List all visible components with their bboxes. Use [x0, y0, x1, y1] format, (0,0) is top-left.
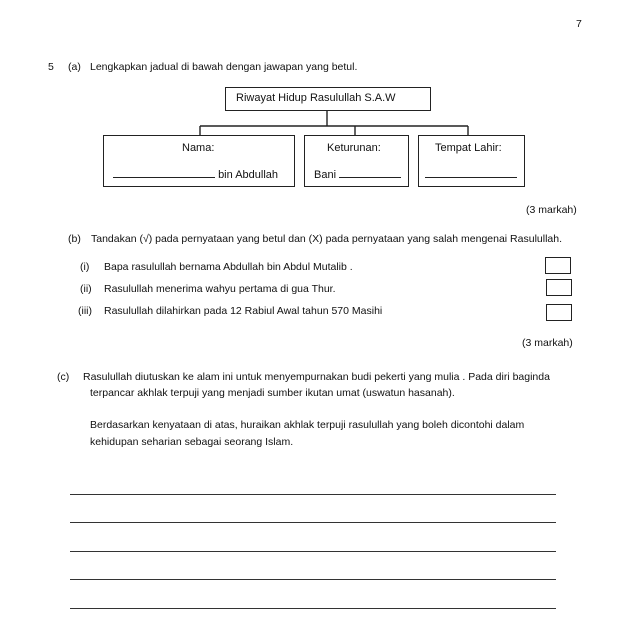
- statement-iii-text: Rasulullah dilahirkan pada 12 Rabiul Awal tahun 570 Masihi: [104, 305, 383, 317]
- name-suffix: bin Abdullah: [218, 169, 279, 181]
- lineage-box-title: Keturunan:: [327, 142, 381, 154]
- answer-line[interactable]: [70, 522, 556, 523]
- birthplace-box: [418, 135, 525, 187]
- answer-line[interactable]: [70, 494, 556, 495]
- root-box: [225, 87, 431, 111]
- statement-ii-text: Rasulullah menerima wahyu pertama di gua Thur.: [104, 283, 336, 295]
- birthplace-box-title: Tempat Lahir:: [435, 142, 502, 154]
- lineage-box: [304, 135, 409, 187]
- name-answer-blank[interactable]: [113, 167, 215, 178]
- part-a-instruction: Lengkapkan jadual di bawah dengan jawapan yang betul.: [90, 61, 358, 73]
- part-b-label: (b): [68, 233, 81, 245]
- statement-i-text: Bapa rasulullah bernama Abdullah bin Abdul Mutalib .: [104, 261, 353, 273]
- part-c-prompt-line-1: Berdasarkan kenyataan di atas, huraikan akhlak terpuji rasulullah yang boleh dicontohi dalam: [90, 419, 525, 431]
- part-c-statement-line-1: Rasulullah diutuskan ke alam ini untuk menyempurnakan budi pekerti yang mulia . Pada diri baginda: [83, 371, 550, 383]
- part-c-prompt-line-2: kehidupan seharian sebagai seorang Islam.: [90, 436, 294, 448]
- statement-ii-num: (ii): [80, 283, 92, 295]
- name-box: [103, 135, 295, 187]
- answer-line[interactable]: [70, 551, 556, 552]
- lineage-answer-row: [314, 167, 401, 181]
- birthplace-answer-row: [425, 167, 517, 181]
- part-a-label: (a): [68, 61, 81, 73]
- lineage-prefix: Bani: [314, 169, 337, 181]
- part-b-marks: (3 markah): [522, 337, 573, 349]
- question-number: 5: [48, 61, 54, 73]
- name-answer-row: [113, 167, 278, 181]
- part-a-marks: (3 markah): [526, 204, 577, 216]
- statement-i-num: (i): [80, 261, 90, 273]
- statement-ii-answer-box[interactable]: [546, 279, 572, 296]
- statement-iii-num: (iii): [78, 305, 92, 317]
- page-number: 7: [576, 18, 582, 30]
- root-box-title: Riwayat Hidup Rasulullah S.A.W: [236, 92, 396, 104]
- part-c-statement-line-2: terpancar akhlak terpuji yang menjadi sumber ikutan umat (uswatun hasanah).: [90, 387, 455, 399]
- answer-line[interactable]: [70, 579, 556, 580]
- part-c-label: (c): [57, 371, 70, 383]
- statement-i-answer-box[interactable]: [545, 257, 571, 274]
- name-box-title: Nama:: [182, 142, 215, 154]
- statement-iii-answer-box[interactable]: [546, 304, 572, 321]
- birthplace-answer-blank[interactable]: [425, 167, 517, 178]
- part-b-instruction: Tandakan (√) pada pernyataan yang betul dan (X) pada pernyataan yang salah mengenai Rasulullah.: [91, 233, 563, 245]
- answer-line[interactable]: [70, 608, 556, 609]
- lineage-answer-blank[interactable]: [339, 167, 401, 178]
